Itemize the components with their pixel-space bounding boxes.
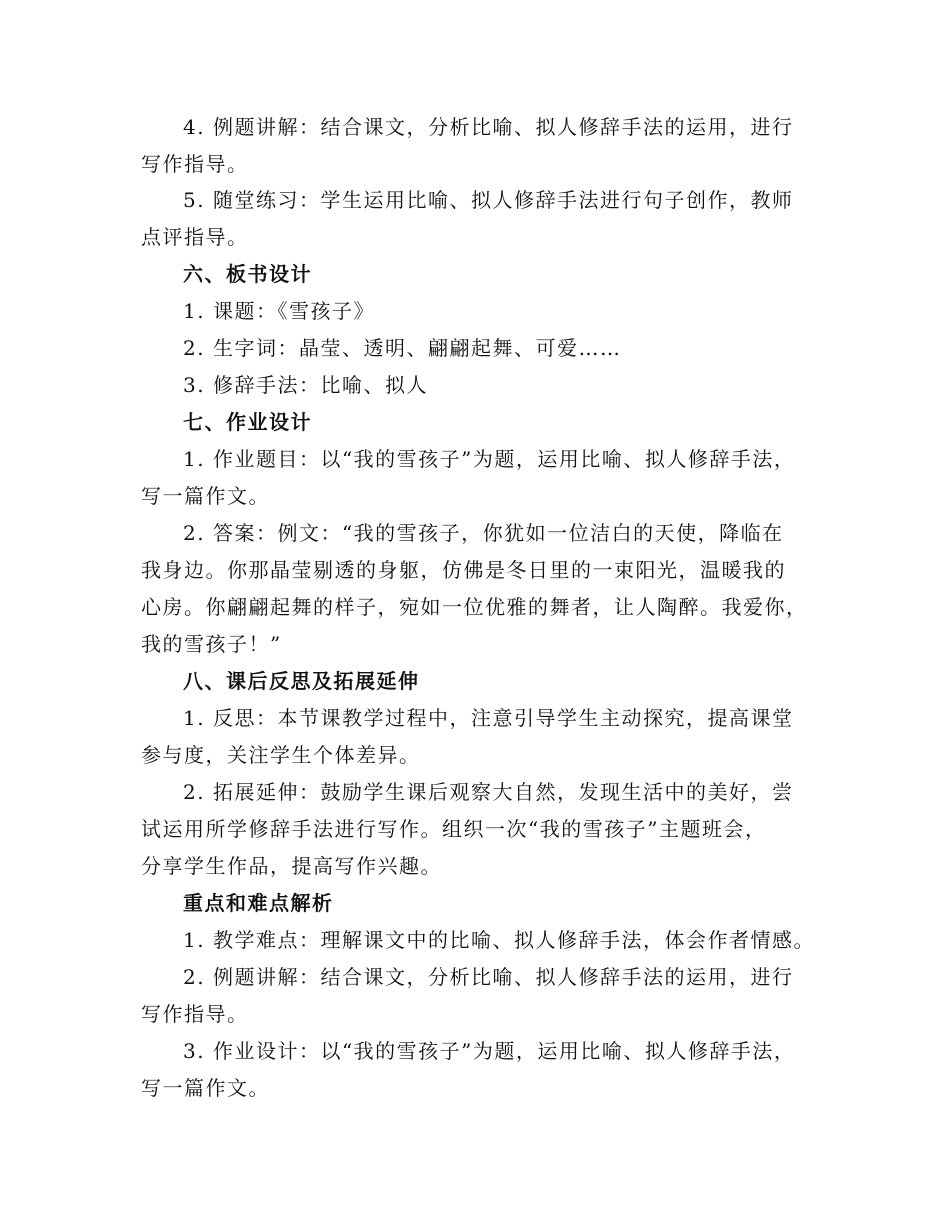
paragraph-line: 1. 作业题目：以“我的雪孩子”为题，运用比喻、拟人修辞手法， xyxy=(183,447,796,471)
paragraph-line: 心房。你翩翩起舞的样子，宛如一位优雅的舞者，让人陶醉。我爱你， xyxy=(141,595,808,619)
paragraph-line: 5. 随堂练习：学生运用比喻、拟人修辞手法进行句子创作，教师 xyxy=(183,188,794,212)
paragraph-line: 3. 修辞手法：比喻、拟人 xyxy=(183,373,428,397)
paragraph-line: 写一篇作文。 xyxy=(141,1076,270,1100)
paragraph-line: 1. 课题：《雪孩子》 xyxy=(183,299,375,323)
section-heading: 八、课后反思及拓展延伸 xyxy=(183,669,420,693)
paragraph-line: 参与度，关注学生个体差异。 xyxy=(141,743,421,767)
paragraph-line: 1. 教学难点：理解课文中的比喻、拟人修辞手法，体会作者情感。 xyxy=(183,928,815,952)
paragraph-line: 写一篇作文。 xyxy=(141,484,270,508)
paragraph-line: 分享学生作品，提高写作兴趣。 xyxy=(141,854,442,878)
paragraph-line: 1. 反思：本节课教学过程中，注意引导学生主动探究，提高课堂 xyxy=(183,706,794,730)
paragraph-line: 2. 答案：例文：“我的雪孩子，你犹如一位洁白的天使，降临在 xyxy=(183,521,784,545)
paragraph-line: 3. 作业设计：以“我的雪孩子”为题，运用比喻、拟人修辞手法， xyxy=(183,1039,796,1063)
section-heading: 重点和难点解析 xyxy=(183,891,334,915)
paragraph-line: 4. 例题讲解：结合课文，分析比喻、拟人修辞手法的运用，进行 xyxy=(183,115,794,139)
paragraph-line: 写作指导。 xyxy=(141,152,249,176)
section-heading: 六、板书设计 xyxy=(183,262,312,286)
paragraph-line: 试运用所学修辞手法进行写作。组织一次“我的雪孩子”主题班会， xyxy=(141,817,767,841)
paragraph-line: 2. 生字词：晶莹、透明、翩翩起舞、可爱…… xyxy=(183,336,622,360)
paragraph-line: 2. 拓展延伸：鼓励学生课后观察大自然，发现生活中的美好，尝 xyxy=(183,780,794,804)
section-heading: 七、作业设计 xyxy=(183,410,312,434)
paragraph-line: 我的雪孩子！” xyxy=(141,632,282,656)
paragraph-line: 点评指导。 xyxy=(141,225,249,249)
paragraph-line: 我身边。你那晶莹剔透的身躯，仿佛是冬日里的一束阳光，温暖我的 xyxy=(141,558,786,582)
paragraph-line: 写作指导。 xyxy=(141,1002,249,1026)
paragraph-line: 2. 例题讲解：结合课文，分析比喻、拟人修辞手法的运用，进行 xyxy=(183,965,794,989)
